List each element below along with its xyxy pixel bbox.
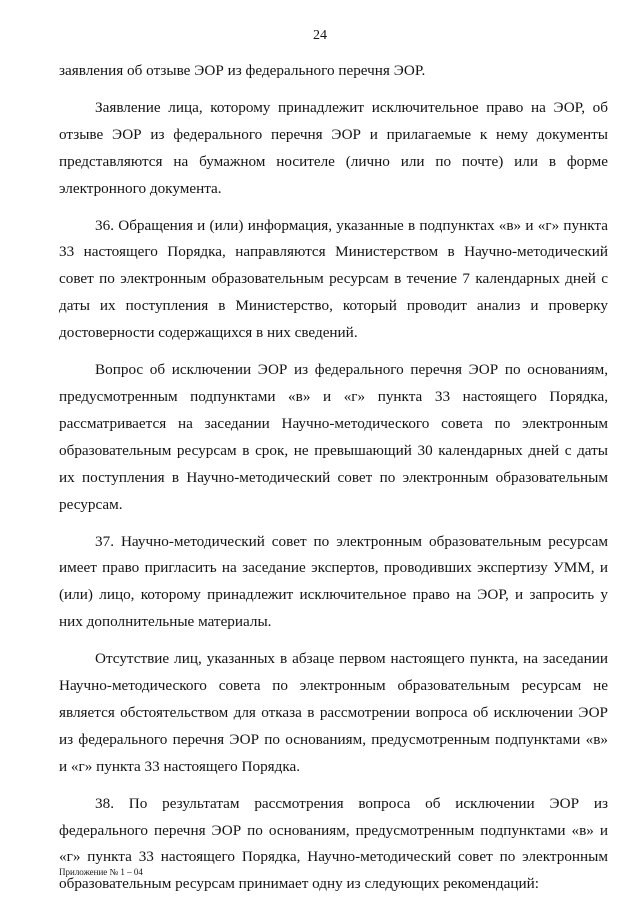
document-body [59,58,608,898]
paragraph-continuation: заявления об отзыве ЭОР из федерального перечня ЭОР. [59,62,426,79]
paragraph-absence-of-persons: Отсутствие лиц, указанных в абзаце первом настоящего пункта, на заседании Научно-методического совета по электронным образовательным ресурсам не является обстоятельством для отказа в рассмотрении вопроса об исключении ЭОР из федерального перечня ЭОР по основаниям, предусмотренным подпунктами «в» и «г» пункта 33 настоящего Порядка. [59,650,608,775]
footer-note: Приложение № 1 – 04 [59,867,143,877]
paragraph-item-37: 37. Научно-методический совет по электронным образовательным ресурсам имеет право пригласить на заседание экспертов, проводивших экспертизу УММ, и (или) лицо, которому принадлежит исключительное право на ЭОР, и запросить у них дополнительные материалы. [59,532,608,631]
paragraph-withdrawal-application: Заявление лица, которому принадлежит исключительное право на ЭОР, об отзыве ЭОР из федерального перечня ЭОР и прилагаемые к нему документы представляются на бумажном носителе (лично или по почте) или в форме электронного документа. [59,98,608,197]
paragraph-item-36: 36. Обращения и (или) информация, указанные в подпунктах «в» и «г» пункта 33 настоящего Порядка, направляются Министерством в Научно-методический совет по электронным образовательным ресурсам в течение 7 календарных дней с даты их поступления в Министерство, который проводит анализ и проверку достоверности содержащихся в них сведений. [59,216,608,342]
paragraph-exclusion-question: Вопрос об исключении ЭОР из федерального перечня ЭОР по основаниям, предусмотренным подпунктами «в» и «г» пункта 33 настоящего Порядка, рассматривается на заседании Научно-методического совета по электронным образовательным ресурсам в срок, не превышающий 30 календарных дней с даты их поступления в Научно-методический совет по электронным образовательным ресурсам. [59,361,608,513]
paragraph-item-38: 38. По результатам рассмотрения вопроса об исключении ЭОР из федерального перечня ЭОР по основаниям, предусмотренным подпунктами «в» и «г» пункта 33 настоящего Порядка, Научно-методический совет по электронным образовательным ресурсам принимает одну из следующих рекомендаций: [59,794,608,893]
page-number: 24 [313,28,327,43]
